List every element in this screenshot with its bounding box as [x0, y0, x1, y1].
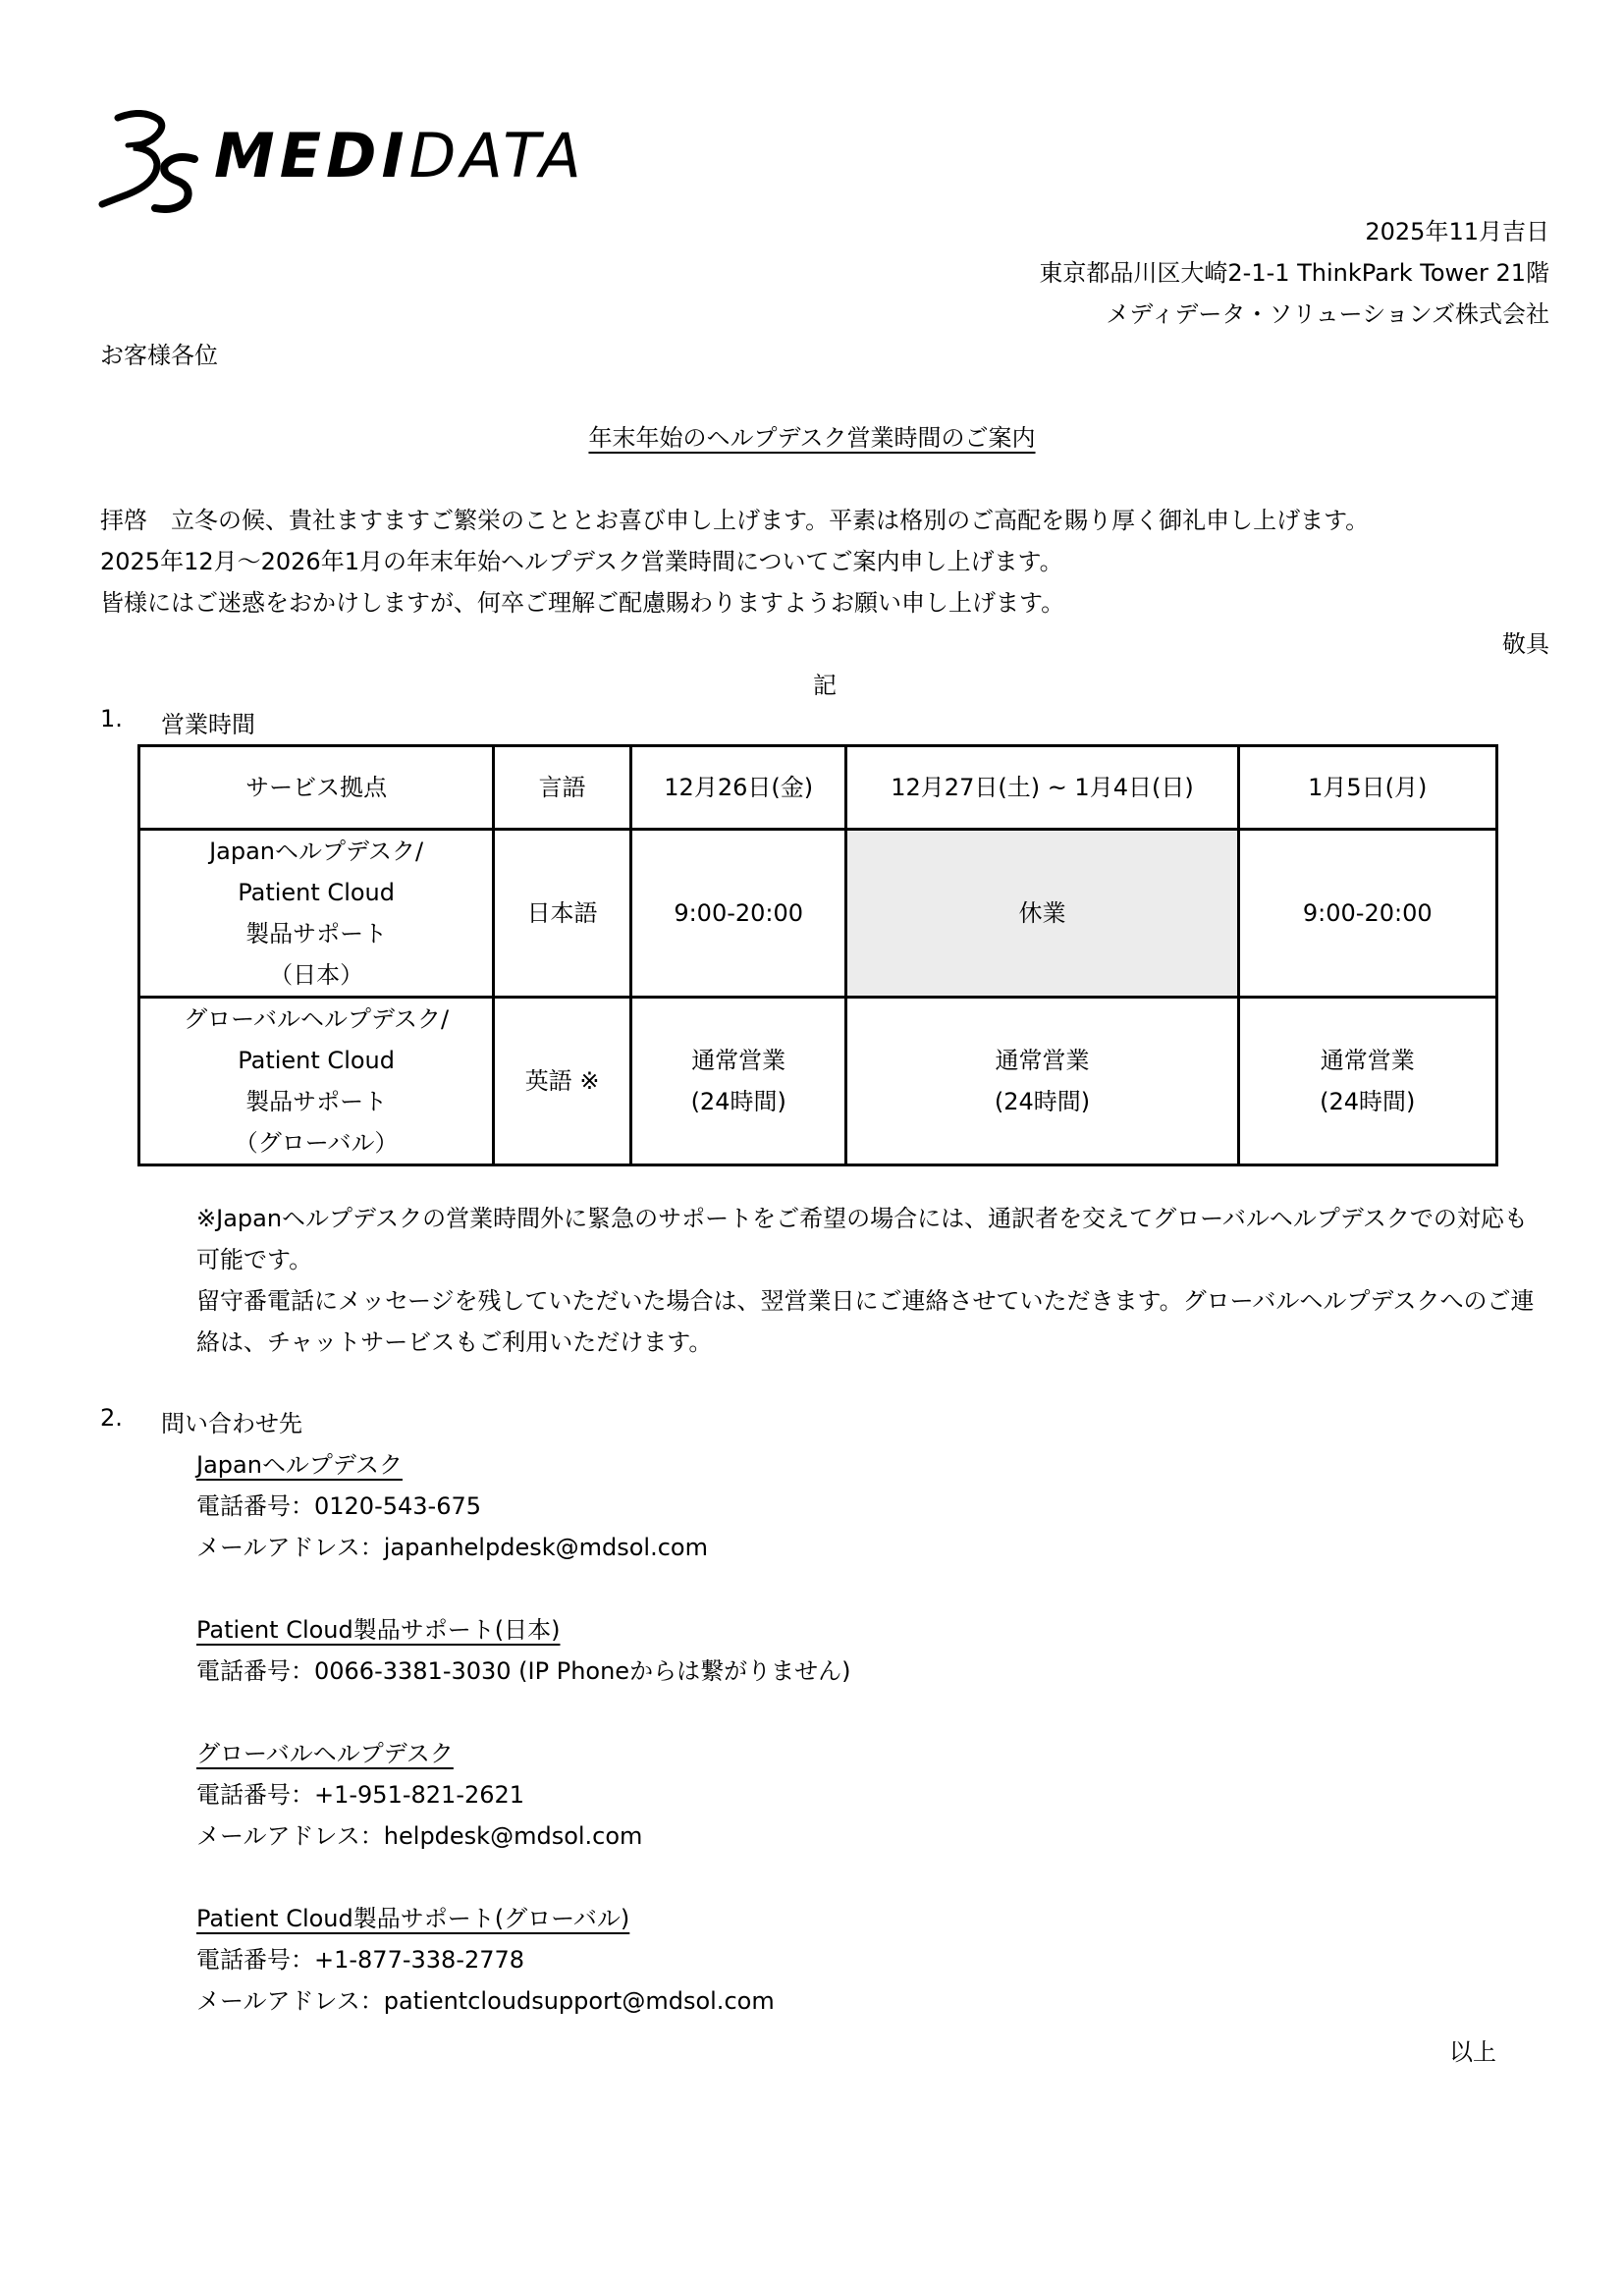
body-line-2: 2025年12月～2026年1月の年末年始ヘルプデスク営業時間についてご案内申し上げます。 [100, 548, 1063, 575]
salutation: お客様各位 [100, 342, 218, 369]
japan-dec26-hours: 9:00-20:00 [630, 830, 846, 998]
body-line-3: 皆様にはご迷惑をおかけしますが、何卒ご理解ご配慮賜わりますようお願い申し上げます。 [100, 589, 1065, 617]
contact-japan-helpdesk-email[interactable]: メールアドレス：japanhelpdesk@mdsol.com [196, 1534, 708, 1561]
body-line-1: 拝啓 立冬の候、貴社ますますご繁栄のこととお喜び申し上げます。平素は格別のご高配を賜り厚く御礼申し上げます。 [100, 507, 1370, 534]
service-japan: Japanヘルプデスク/ Patient Cloud 製品サポート （日本） [139, 830, 494, 998]
table-row [139, 998, 1497, 1165]
service-global: グローバルヘルプデスク/ Patient Cloud 製品サポート （グローバル） [139, 998, 494, 1165]
contact-patient-cloud-japan-phone: 電話番号：0066-3381-3030 (IP Phoneからは繋がりません) [196, 1657, 851, 1685]
address: 東京都品川区大崎2-1-1 ThinkPark Tower 21階 [1039, 259, 1549, 287]
medidata-logo [98, 110, 648, 213]
note-emergency-support: ※Japanヘルプデスクの営業時間外に緊急のサポートをご希望の場合には、通訳者を交えてグローバルヘルプデスクでの対応も可能です。 [196, 1205, 1528, 1273]
note-voicemail-chat: 留守番電話にメッセージを残していただいた場合は、翌営業日にご連絡させていただきます。グローバルヘルプデスクへのご連絡は、チャットサービスもご利用いただけます。 [196, 1287, 1535, 1356]
language-english: 英語 ※ [494, 998, 631, 1165]
header-holiday-period: 12月27日(土) ~ 1月4日(日) [846, 746, 1238, 830]
contact-global-helpdesk-phone: 電話番号：+1-951-821-2621 [196, 1781, 525, 1809]
header-dec26: 12月26日(金) [630, 746, 846, 830]
date: 2025年11月吉日 [1365, 218, 1549, 245]
header-jan5: 1月5日(月) [1238, 746, 1497, 830]
section-2-heading: 問い合わせ先 [161, 1410, 302, 1437]
contact-patient-cloud-global-title: Patient Cloud製品サポート(グローバル) [196, 1905, 630, 1932]
business-hours-table [137, 744, 1498, 1166]
document-title: 年末年始のヘルプデスク営業時間のご案内 [588, 424, 1036, 452]
contact-japan-helpdesk-title: Japanヘルプデスク [196, 1451, 403, 1479]
table-header-row [139, 746, 1497, 830]
global-holiday-hours: 通常営業 (24時間) [846, 998, 1238, 1165]
table-row [139, 830, 1497, 998]
logo-wordmark: MEDIDATA [214, 120, 586, 191]
global-dec26-hours: 通常営業 (24時間) [630, 998, 846, 1165]
contact-japan-helpdesk-phone: 電話番号：0120-543-675 [196, 1492, 482, 1520]
language-japanese: 日本語 [494, 830, 631, 998]
closing-keigu: 敬具 [1502, 630, 1549, 658]
header-language: 言語 [494, 746, 631, 830]
closing-ijou: 以上 [1449, 2038, 1496, 2066]
header-service: サービス拠点 [139, 746, 494, 830]
japan-jan5-hours: 9:00-20:00 [1238, 830, 1497, 998]
section-1-number: 1. [100, 705, 123, 732]
contact-patient-cloud-japan-title: Patient Cloud製品サポート(日本) [196, 1616, 561, 1644]
contact-patient-cloud-global-email[interactable]: メールアドレス：patientcloudsupport@mdsol.com [196, 1987, 775, 2015]
contact-patient-cloud-global-phone: 電話番号：+1-877-338-2778 [196, 1946, 525, 1974]
global-jan5-hours: 通常営業 (24時間) [1238, 998, 1497, 1165]
contact-global-helpdesk-title: グローバルヘルプデスク [196, 1740, 454, 1767]
japan-holiday-closed: 休業 [846, 830, 1238, 998]
ki-label: 記 [813, 672, 837, 699]
3ds-logo-icon [98, 110, 206, 213]
section-2-number: 2. [100, 1404, 123, 1432]
company-name: メディデータ・ソリューションズ株式会社 [1106, 300, 1549, 328]
contact-global-helpdesk-email[interactable]: メールアドレス：helpdesk@mdsol.com [196, 1822, 643, 1850]
section-1-heading: 営業時間 [161, 711, 255, 738]
